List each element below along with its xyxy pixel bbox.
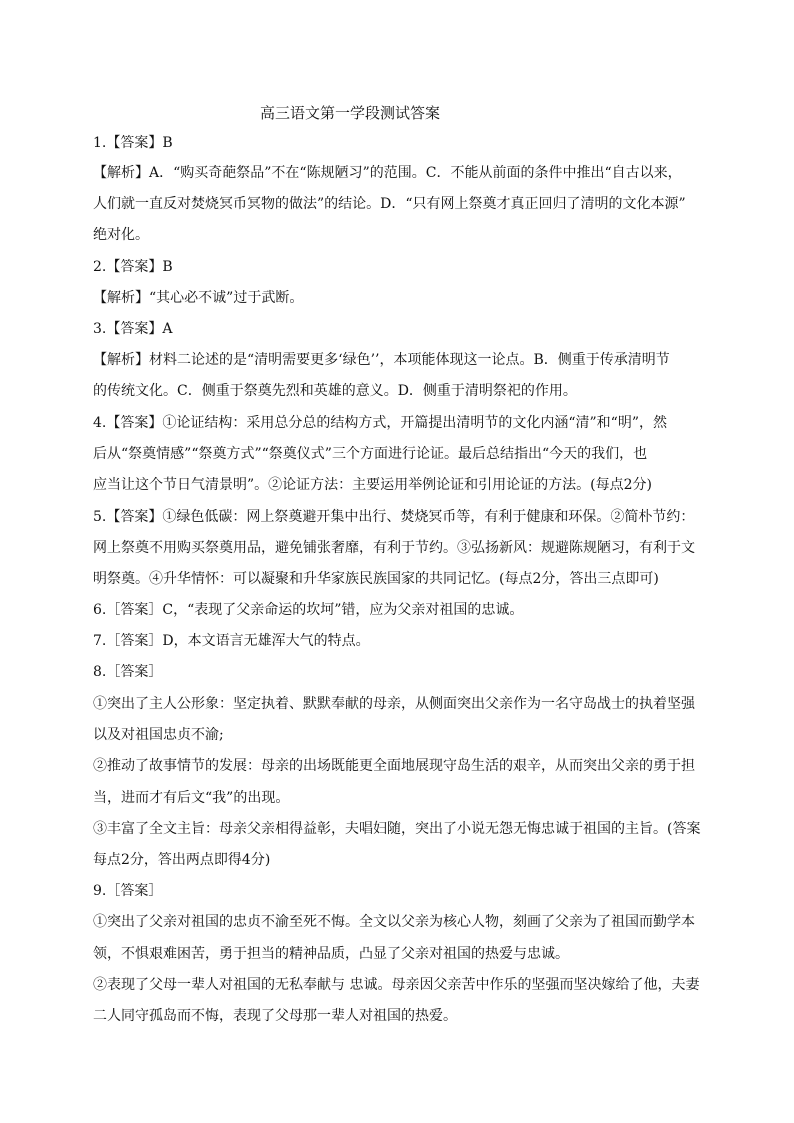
answer-4-line-3: 应当让这个节日气清景明”。②论证方法：主要运用举例论证和引用论证的方法。(每点2分): [93, 477, 652, 493]
answer-5-line-1: 5.【答案】①绿色低碳：网上祭奠避开集中出行、焚烧冥币等，有利于健康和环保。②简朴节约：: [93, 509, 695, 525]
answer-1-heading: 1.【答案】B: [93, 135, 173, 151]
answer-2-analysis: 【解析】“其心必不诚”过于武断。: [93, 290, 304, 306]
answer-3-analysis-line-1: 【解析】材料二论述的是“清明需要更多‘绿色’’，本项能体现这一论点。B．侧重于传承清明节: [93, 352, 670, 368]
answer-9-point-1-line-2: 领，不惧艰难困苦，勇于担当的精神品质，凸显了父亲对祖国的热爱与忠诚。: [93, 946, 569, 962]
answer-2-heading: 2.【答案】B: [93, 259, 173, 275]
answer-5-line-3: 明祭奠。④升华情怀：可以凝聚和升华家族民族国家的共同记忆。(每点2分，答出三点即可): [93, 571, 659, 587]
answer-8-point-3-line-2: 每点2分，答出两点即得4分): [93, 852, 271, 868]
answer-5-line-2: 网上祭奠不用购买祭奠用品，避免铺张奢靡，有利于节约。③弘扬新风：规避陈规陋习，有利于文: [93, 540, 695, 556]
answer-6: 6.［答案］C，“表现了父亲命运的坎坷”错，应为父亲对祖国的忠诚。: [93, 602, 524, 618]
answer-1-analysis-line-1: 【解析】A．“购买奇葩祭品”不在“陈规陋习”的范围。C．不能从前面的条件中推出“自古以来，: [93, 165, 682, 181]
answer-3-heading: 3.【答案】A: [93, 321, 173, 337]
answer-8-point-2-line-2: 当，进而才有后文“我”的出现。: [93, 790, 290, 806]
answer-7: 7.［答案］D，本文语言无雄浑大气的特点。: [93, 633, 370, 649]
answer-9-point-2-line-2: 二人同守孤岛而不悔，表现了父母那一辈人对祖国的热爱。: [93, 1008, 457, 1024]
answer-9-heading: 9.［答案］: [93, 883, 163, 899]
answer-8-point-1-line-1: ①突出了主人公形象：坚定执着、默默奉献的母亲，从侧面突出父亲作为一名守岛战士的执着坚强: [93, 696, 695, 712]
answer-9-point-1-line-1: ①突出了父亲对祖国的忠贞不渝至死不悔。全文以父亲为核心人物，刻画了父亲为了祖国而勤学本: [93, 914, 695, 930]
answer-4-line-1: 4.【答案】①论证结构：采用总分总的结构方式，开篇提出清明节的文化内涵“清”和“明”，然: [93, 415, 667, 431]
answer-8-point-3-line-1: ③丰富了全文主旨：母亲父亲相得益彰，夫唱妇随，突出了小说无怨无悔忠诚于祖国的主旨。(答案: [93, 821, 701, 837]
answer-1-analysis-line-2: 人们就一直反对焚烧冥币冥物的做法”的结论。D．“只有网上祭奠才真正回归了清明的文化本源”: [93, 196, 686, 212]
answer-3-analysis-line-2: 的传统文化。C．侧重于祭奠先烈和英雄的意义。D．侧重于清明祭祀的作用。: [93, 383, 577, 399]
answer-8-point-1-line-2: 以及对祖国忠贞不渝;: [93, 727, 224, 743]
answer-9-point-2-line-1: ②表现了父母一辈人对祖国的无私奉献与 忠诚。母亲因父亲苦中作乐的坚强而坚决嫁给了他，夫妻: [93, 977, 700, 993]
page-title: 高三语文第一学段测试答案: [260, 104, 441, 122]
answer-8-point-2-line-1: ②推动了故事情节的发展：母亲的出场既能更全面地展现守岛生活的艰辛，从而突出父亲的勇于担: [93, 758, 695, 774]
answer-1-analysis-line-3: 绝对化。: [93, 227, 149, 243]
answer-4-line-2: 后从“祭奠情感”“祭奠方式”“祭奠仪式”三个方面进行论证。最后总结指出“今天的我们，也: [93, 446, 648, 462]
answer-8-heading: 8.［答案］: [93, 664, 163, 680]
